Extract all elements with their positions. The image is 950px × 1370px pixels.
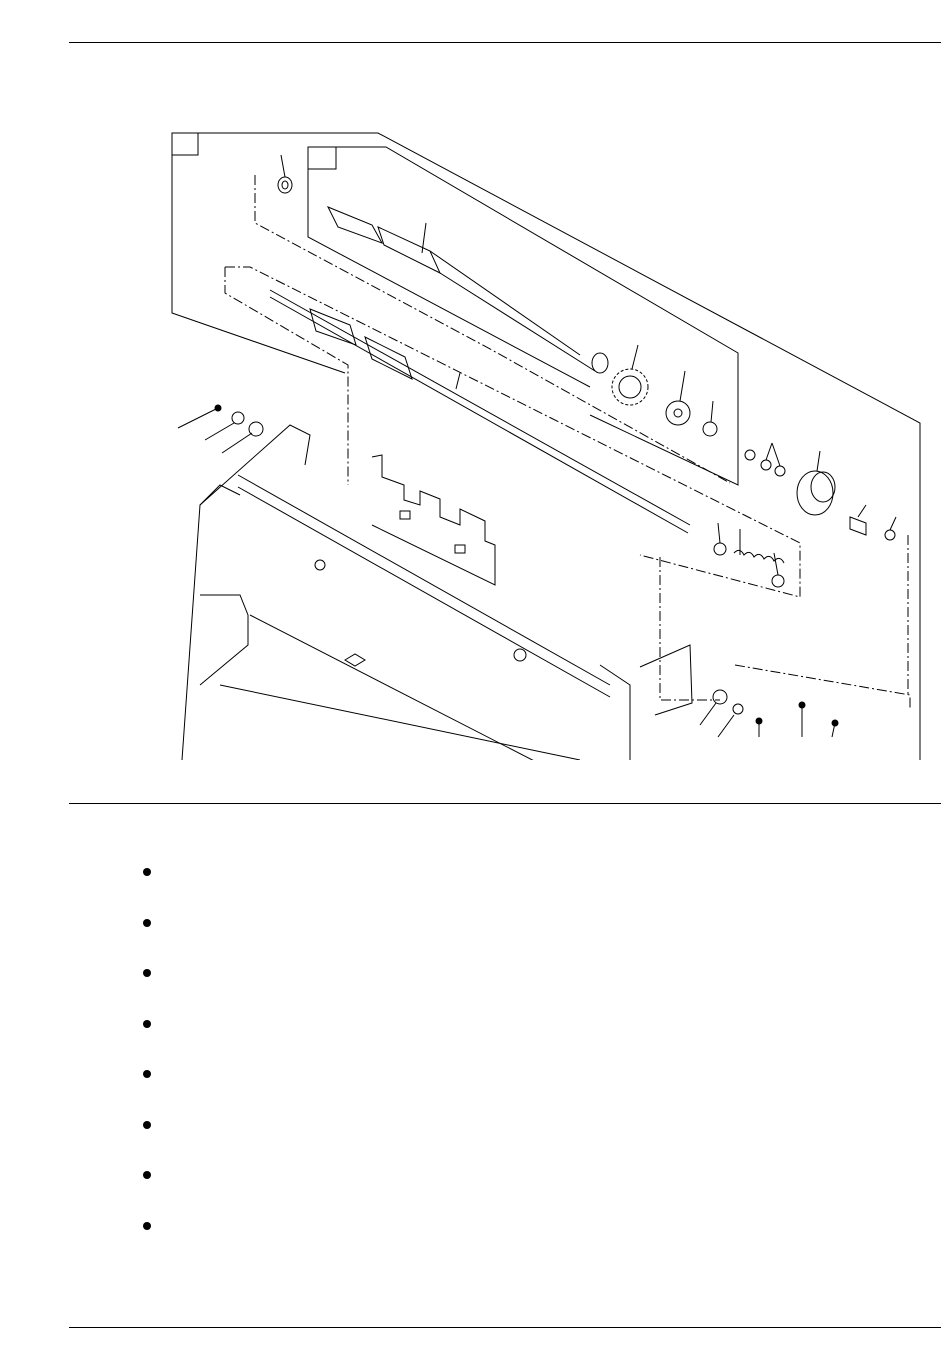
gear-parts bbox=[612, 345, 896, 540]
section-rule bbox=[69, 803, 941, 804]
bullet-icon bbox=[143, 969, 151, 977]
bullet-icon bbox=[143, 868, 151, 876]
frame-outline bbox=[172, 133, 920, 760]
bullet-icon bbox=[143, 919, 151, 927]
bullet-icon bbox=[143, 1171, 151, 1179]
chassis bbox=[182, 425, 692, 760]
footer-rule bbox=[69, 1327, 941, 1328]
bullet-icon bbox=[143, 1222, 151, 1230]
bullet-icon bbox=[143, 1020, 151, 1028]
upper-roller bbox=[278, 155, 608, 373]
bullet-icon bbox=[143, 1121, 151, 1129]
guide-lines bbox=[225, 175, 910, 710]
left-parts bbox=[178, 405, 263, 453]
header-rule bbox=[69, 42, 941, 43]
exploded-parts-diagram bbox=[160, 125, 950, 760]
bullet-icon bbox=[143, 1070, 151, 1078]
right-parts bbox=[700, 690, 838, 737]
